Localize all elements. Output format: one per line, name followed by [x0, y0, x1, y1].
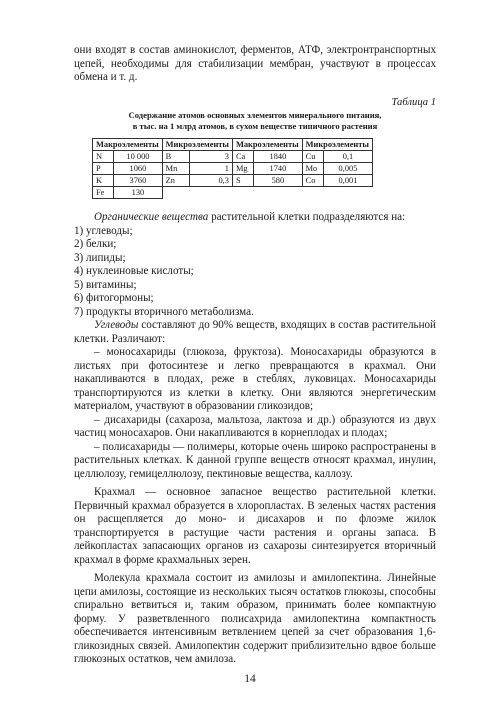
- element-value-cell: 130: [114, 187, 162, 199]
- element-symbol-cell: P: [93, 163, 114, 175]
- element-value-cell: 10 000: [114, 151, 162, 163]
- element-symbol-cell: B: [162, 151, 189, 163]
- element-value-cell: 1060: [114, 163, 162, 175]
- table-row: [93, 163, 373, 175]
- page-number: 14: [244, 673, 256, 685]
- table-row: [93, 151, 373, 163]
- element-value-cell: 0,001: [324, 175, 373, 187]
- organic-paragraph: [74, 211, 436, 225]
- di-paragraph: – дисахариды (сахароза, мальтоза, лактоза и др.) образуются из двух частиц моносахаров. Они накапливаются в корнеплодах и плодах;: [74, 413, 436, 439]
- table-row: [93, 187, 373, 199]
- list-item: 1) углеводы;: [74, 224, 133, 237]
- element-symbol-cell: Co: [302, 175, 323, 187]
- carbs-term: Углеводы: [94, 319, 139, 331]
- table-header-cell: Макроэлементы: [93, 139, 163, 151]
- element-value-cell: 0,3: [189, 175, 232, 187]
- table-body: [93, 151, 373, 199]
- list-item: 2) белки;: [74, 238, 117, 250]
- mono-paragraph: – моносахариды (глюкоза, фруктоза). Моносахариды образуются в листьях при фотосинтезе и легко превращаются в крахмал. Они накапливаются в плодах, реже в стеблях, луковицах. Моносахариды транспортируются из клетки в клетку. Они являются энергетическим материалом, участвуют в образовании гликозидов;: [74, 346, 436, 412]
- element-value-cell: 0,005: [324, 163, 373, 175]
- element-symbol-cell: K: [93, 175, 114, 187]
- table-header-cell: Микроэлементы: [302, 139, 372, 151]
- element-symbol-cell: S: [232, 175, 253, 187]
- organic-term: Органические вещества: [94, 211, 209, 223]
- list-item: 5) витамины;: [74, 278, 137, 291]
- element-symbol-cell: N: [93, 151, 114, 163]
- organic-rest: растительной клетки подразделяются на:: [208, 211, 406, 223]
- element-value-cell: 1840: [254, 151, 302, 163]
- element-value-cell: 1: [189, 163, 232, 175]
- element-symbol-cell: Fe: [93, 187, 114, 199]
- element-value-cell: 0,1: [324, 151, 373, 163]
- table-caption-line-2: в тыс. на 1 млрд атомов, в сухом веществе типичного растения: [132, 121, 378, 131]
- list-item: 7) продукты вторичного метаболизма.: [74, 305, 254, 318]
- table-header-cell: Макроэлементы: [232, 139, 302, 151]
- table-row: [93, 175, 373, 187]
- carbs-paragraph: [74, 319, 436, 346]
- poly-paragraph: – полисахариды — полимеры, которые очень широко распространены в растительных клетках. К данной группе веществ относят крахмал, инулин, целлюлозу, гемицеллюлозу, пектиновые вещества, каллозу.: [74, 440, 436, 480]
- element-symbol-cell: Mg: [232, 163, 253, 175]
- element-symbol-cell: Ca: [232, 151, 253, 163]
- table-caption: [74, 110, 436, 132]
- element-value-cell: 1740: [254, 163, 302, 175]
- element-symbol-cell: Mn: [162, 163, 189, 175]
- minerals-table: [92, 138, 373, 199]
- table-header-cell: Микроэлементы: [162, 139, 232, 151]
- element-symbol-cell: Mo: [302, 163, 323, 175]
- table-caption-line-1: Содержание атомов основных элементов минерального питания,: [128, 110, 382, 120]
- element-symbol-cell: Cu: [302, 151, 323, 163]
- element-symbol-cell: Zn: [162, 175, 189, 187]
- element-value-cell: 580: [254, 175, 302, 187]
- table-label: Таблица 1: [391, 97, 436, 108]
- list-item: 4) нуклеиновые кислоты;: [74, 265, 194, 277]
- element-value-cell: 3: [189, 151, 232, 163]
- intro-paragraph: [74, 44, 436, 85]
- list-item: 6) фитогормоны;: [74, 292, 154, 304]
- starch-paragraph: Крахмал — основное запасное вещество растительной клетки. Первичный крахмал образуется в хлоропластах. В зеленых частях растения он расщепляется до моно- и дисахаров и по флоэме жилок транспортируется в растущие части растения и органы запаса. В лейкопластах запасающих органов из сахарозы синтезируется вторичный крахмал в форме крахмальных зерен.: [74, 486, 436, 566]
- table-header-row: [93, 139, 373, 151]
- organic-list: [74, 225, 436, 320]
- organic-section: [74, 211, 436, 667]
- intro-text: они входят в состав аминокислот, ферментов, АТФ, электронтранспортных цепей, необходимы для стабилизации мембран, участвуют в процессах обмена и т. д.: [74, 44, 436, 83]
- list-item: 3) липиды;: [74, 251, 126, 264]
- carbs-rest: составляют до 90% веществ, входящих в состав растительной клетки. Различают:: [74, 319, 436, 345]
- molecule-paragraph: Молекула крахмала состоит из амилозы и амилопектина. Линейные цепи амилозы, состоящие из нескольких тысяч остатков глюкозы, способны спирально ветвиться и, таким образом, принимать более компактную форму. У разветвленного полисахрида амилопектина компактность обеспечивается интенсивным ветвлением цепей за счет образования 1,6-гликозидных связей. Амилопектин содержит приблизительно вдвое больше глюкозных остатков, чем амилоза.: [74, 572, 436, 665]
- element-value-cell: 3760: [114, 175, 162, 187]
